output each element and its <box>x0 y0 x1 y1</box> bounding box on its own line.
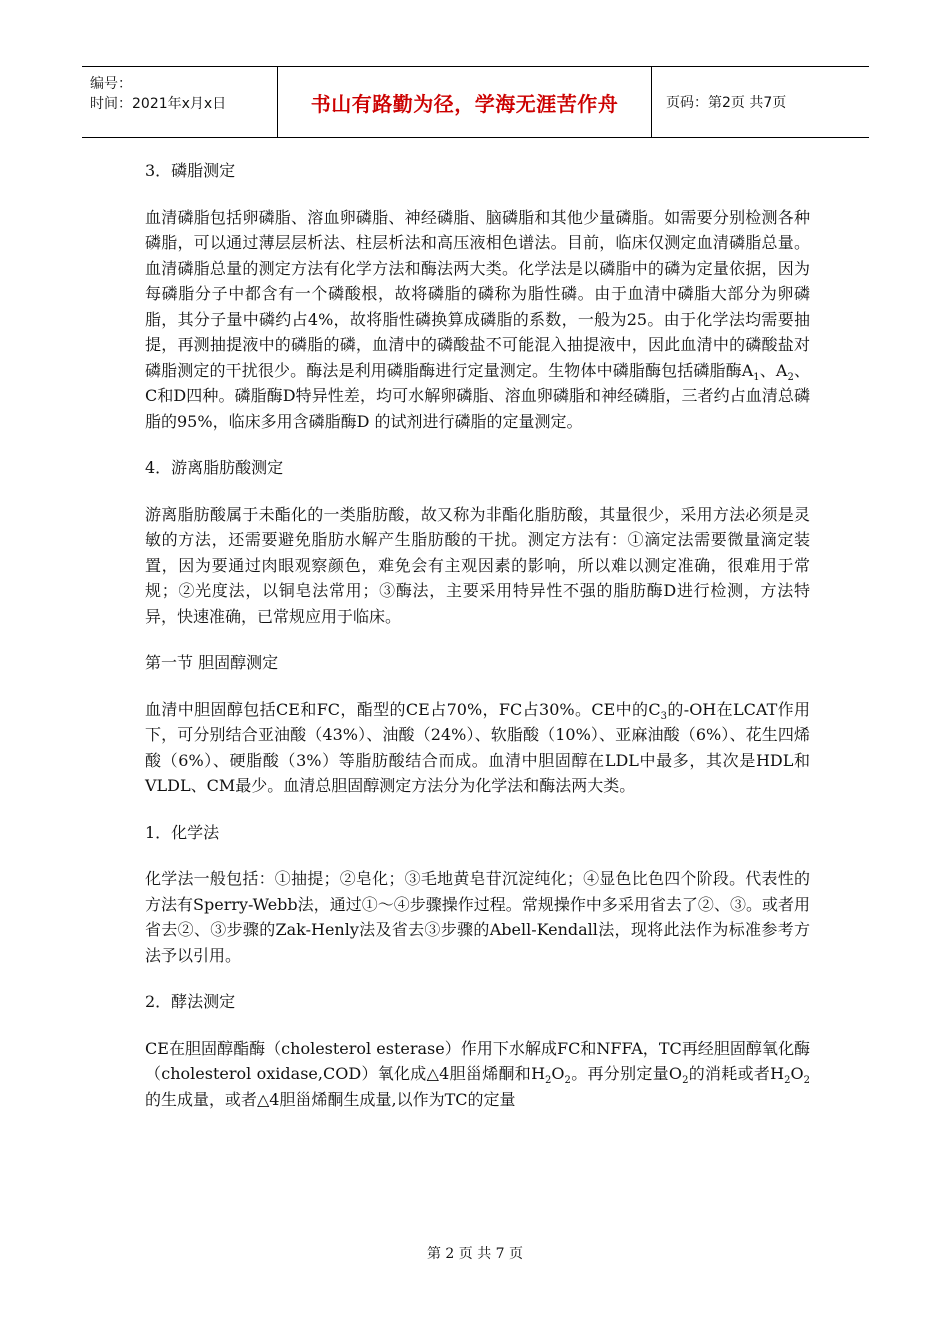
header-page-info <box>660 67 869 137</box>
time-label: 时间：2021年x月x日 <box>90 96 227 112</box>
text-run: O <box>551 1064 565 1083</box>
text-run: 的-OH在LCAT作用下，可分别结合亚油酸（43%）、油酸（24%）、软脂酸（10%）、亚麻油酸（6%）、花生四烯酸（6%）、硬脂酸（3%）等脂肪酸结合而成。血清中胆固醇在LDL中最多，其次是HDL和VLDL、CM最少。血清总胆固醇测定方法分为化学法和酶法两大类。 <box>145 699 810 795</box>
paragraph-ffa: 游离脂肪酸属于未酯化的一类脂肪酸，故又称为非酯化脂肪酸，其量很少，采用方法必须是灵敏的方法，还需要避免脂肪水解产生脂肪酸的干扰。测定方法有：①滴定法需要微量滴定装置，因为要通过肉眼观察颜色，难免会有主观因素的影响，所以难以测定准确，很难用于常规；②光度法，以铜皂法常用；③酶法，主要采用特异性不强的脂肪酶D进行检测，方法特异，快速准确，已常规应用于临床。 <box>145 504 810 626</box>
paragraph-phospholipid <box>145 205 810 435</box>
subscript: 2 <box>784 1075 791 1087</box>
text-run: 的生成量，或者△4胆甾烯酮生成量,以作为TC的定量 <box>145 1089 516 1109</box>
header-table <box>82 66 869 138</box>
section-title-chemical: 1．化学法 <box>145 822 220 842</box>
paragraph-chemical: 化学法一般包括：①抽提；②皂化；③毛地黄皂苷沉淀纯化；④显色比色四个阶段。代表性的方法有Sperry-Webb法，通过①～④步骤操作过程。常规操作中多采用省去了②、③。或者用省去②、③步骤的Zak-Henly法及省去③步骤的Abell-Kendall法，现将此法作为标准参考方法予以引用。 <box>145 869 810 965</box>
subscript: 2 <box>682 1075 689 1087</box>
text-run: 的消耗或者H <box>688 1064 785 1083</box>
subscript: 2 <box>545 1075 552 1087</box>
subscript: 2 <box>564 1075 571 1087</box>
subscript: 1 <box>753 371 760 383</box>
header-meta-cell <box>82 67 278 137</box>
document-body <box>145 158 810 1112</box>
subscript: 2 <box>787 371 794 383</box>
section-title-cholesterol: 第一节 胆固醇测定 <box>145 653 279 672</box>
number-label: 编号： <box>90 76 132 92</box>
text-run: A <box>741 360 754 380</box>
subscript: 2 <box>803 1075 810 1087</box>
paragraph-enzymatic <box>145 1036 810 1113</box>
text-run: 、C和D四种。磷脂酶D特异性差，均可水解卵磷脂、溶血卵磷脂和神经磷脂，三者约占血清总磷脂的95%，临床多用含磷脂酶D 的试剂进行磷脂的定量测定。 <box>145 360 810 431</box>
text-run: 。再分别定量O <box>570 1064 683 1083</box>
header-motto: 书山有路勤为径，学海无涯苦作舟 <box>278 67 652 137</box>
text-run: CE在胆固醇酯酶（cholesterol esterase）作用下水解成FC和NFFA，TC再经胆固醇氧化酶（cholesterol oxidase,COD）氧化成△4胆甾烯酮和H <box>145 1038 810 1083</box>
paragraph-cholesterol <box>145 697 810 799</box>
section-title-ffa: 4．游离脂肪酸测定 <box>145 458 284 477</box>
page-footer: 第 2 页 共 7 页 <box>426 1246 524 1262</box>
subscript: 3 <box>660 710 668 722</box>
section-title-phospholipid: 3．磷脂测定 <box>145 161 236 180</box>
section-title-enzymatic: 2．酵法测定 <box>145 992 236 1011</box>
text-run: O <box>790 1064 804 1083</box>
text-run: 、A <box>759 360 788 380</box>
page-info-text: 页码：第2页 共7页 <box>666 95 787 111</box>
text-run: 血清磷脂包括卵磷脂、溶血卵磷脂、神经磷脂、脑磷脂和其他少量磷脂。如需要分别检测各种磷脂，可以通过薄层层析法、柱层析法和高压液相色谱法。目前，临床仅测定血清磷脂总量。血清磷脂总量的测定方法有化学方法和酶法两大类。化学法是以磷脂中的磷为定量依据，因为每磷脂分子中都含有一个磷酸根，故将磷脂的磷称为脂性磷。由于血清中磷脂大部分为卵磷脂，其分子量中磷约占4%，故将脂性磷换算成磷脂的系数，一般为25。由于化学法均需要抽提，再测抽提液中的磷脂的磷，血清中的磷酸盐不可能混入抽提液中，因此血清中的磷酸盐对磷脂测定的干扰很少。酶法是利用磷脂酶进行定量测定。生物体中磷脂酶包括磷脂酶 <box>145 207 810 380</box>
text-run: 血清中胆固醇包括CE和FC，酯型的CE占70%，FC占30%。CE中的C <box>145 699 661 719</box>
